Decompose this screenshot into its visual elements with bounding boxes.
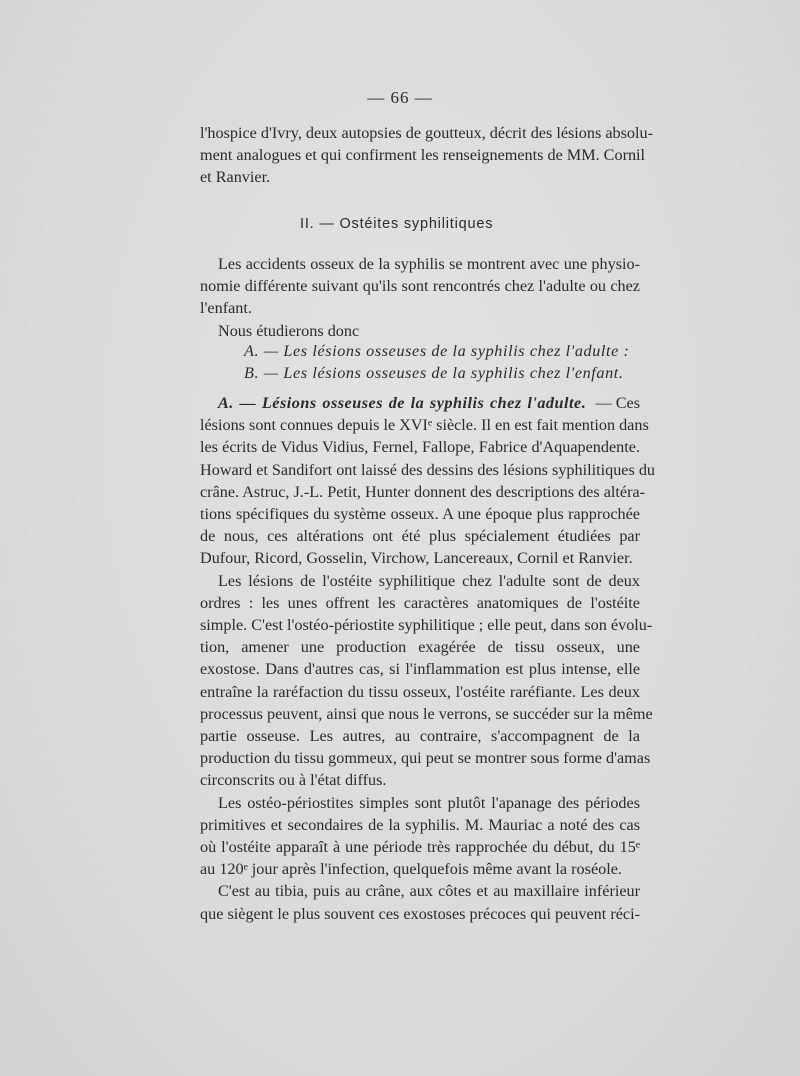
text-line: Les lésions de l'ostéite syphilitique chez l'adulte sont de deux — [218, 571, 640, 590]
text-line: production du tissu gommeux, qui peut se montrer sous forme d'amas — [200, 749, 651, 768]
text-line: Howard et Sandifort ont laissé des dessins des lésions syphilitiques du — [200, 460, 656, 479]
text-line: exostose. Dans d'autres cas, si l'inflammation est plus intense, elle — [200, 660, 640, 679]
text-line: nomie différente suivant qu'ils sont rencontrés chez l'adulte ou chez — [200, 277, 640, 296]
text-line: où l'ostéite apparaît à une période très rapprochée du début, du 15ᵉ — [200, 838, 640, 857]
text-line — [200, 392, 640, 414]
text-line: crâne. Astruc, J.-L. Petit, Hunter donnent des descriptions des altéra- — [200, 482, 646, 501]
text-line: que siègent le plus souvent ces exostoses précoces qui peuvent réci- — [200, 904, 640, 923]
text-line: l'enfant. — [200, 299, 252, 318]
text-line: Nous étudierons donc — [218, 321, 360, 340]
section-a-paragraph — [200, 392, 656, 925]
text-line: Les accidents osseux de la syphilis se montrent avec une physio- — [218, 255, 640, 273]
paragraph-1 — [200, 253, 640, 342]
text-line: lésions sont connues depuis le XVIᵉ siècle. Il en est fait mention dans — [200, 416, 649, 435]
text-line: et Ranvier. — [200, 168, 271, 187]
text-line: primitives et secondaires de la syphilis. M. Mauriac a noté des cas — [200, 815, 640, 834]
list-item-b: B. — Les lésions osseuses de la syphilis chez l'enfant. — [244, 364, 624, 382]
text-line: ment analogues et qui confirment les renseignements de MM. Cornil — [200, 146, 646, 165]
text-line: les écrits de Vidus Vidius, Fernel, Fallope, Fabrice d'Aquapendente. — [200, 438, 640, 457]
list-item-a: A. — Les lésions osseuses de la syphilis chez l'adulte : — [244, 342, 630, 360]
text-line: partie osseuse. Les autres, au contraire, s'accompagnent de la — [200, 727, 640, 746]
text-line: Dufour, Ricord, Gosselin, Virchow, Lancereaux, Cornil et Ranvier. — [200, 549, 633, 568]
section-a-lead: A. — Lésions osseuses de la syphilis chez l'adulte. — [218, 394, 587, 412]
text-line: de nous, ces altérations ont été plus spécialement étudiées par — [200, 527, 640, 546]
text-line: circonscrits ou à l'état diffus. — [200, 771, 387, 790]
text-line: tion, amener une production exagérée de tissu osseux, une — [200, 638, 640, 657]
section-heading: II. — Ostéites syphilitiques — [300, 216, 494, 232]
text-line: Les ostéo-périostites simples sont plutôt l'apanage des périodes — [218, 793, 640, 812]
text-line: C'est au tibia, puis au crâne, aux côtes et au maxillaire inférieur — [218, 882, 640, 901]
text-line: entraîne la raréfaction du tissu osseux, l'ostéite raréfiante. Les deux — [200, 682, 640, 701]
intro-paragraph — [200, 122, 653, 189]
page-number: — 66 — — [367, 88, 433, 107]
text-line: l'hospice d'Ivry, deux autopsies de goutteux, décrit des lésions absolu- — [200, 124, 653, 142]
text-line: au 120ᵉ jour après l'infection, quelquefois même avant la roséole. — [200, 860, 622, 879]
text-line-tail: — Ces — [595, 394, 640, 412]
text-line: tions spécifiques du système osseux. A une époque plus rapprochée — [200, 505, 640, 524]
text-line: ordres : les unes offrent les caractères anatomiques de l'ostéite — [200, 593, 640, 612]
text-line: processus peuvent, ainsi que nous le verrons, se succéder sur la même — [200, 704, 653, 723]
text-line: simple. C'est l'ostéo-périostite syphilitique ; elle peut, dans son évolu- — [200, 616, 653, 635]
